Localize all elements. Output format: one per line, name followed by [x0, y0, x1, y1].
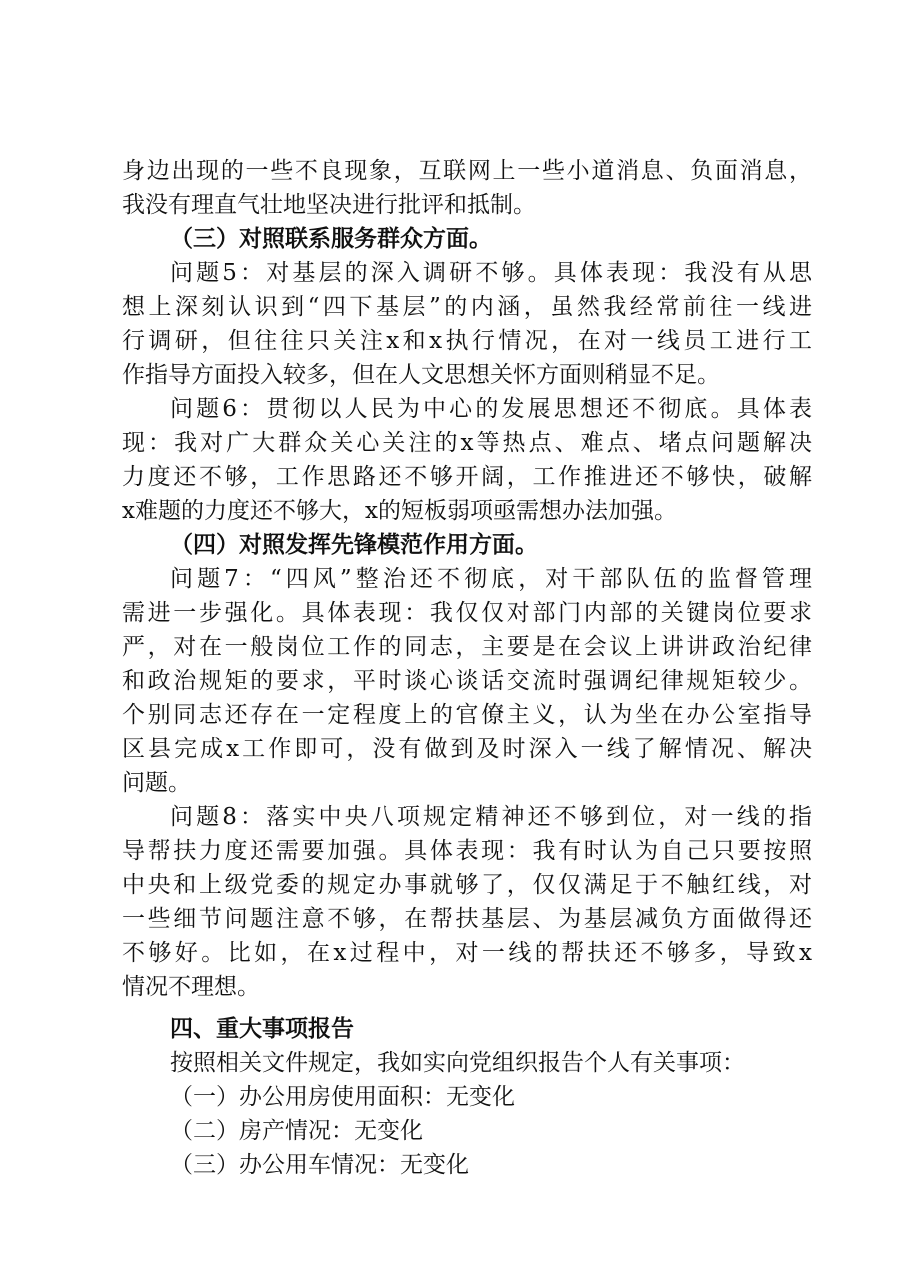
paragraph-line: 想上深刻认识到“四下基层”的内涵，虽然我经常前往一线进 — [122, 294, 812, 320]
paragraph-line: 按照相关文件规定，我如实向党组织报告个人有关事项： — [170, 1050, 745, 1076]
paragraph-line: 问题7：“四风”整治还不彻底，对干部队伍的监督管理 — [170, 566, 812, 592]
section-subheading: （四）对照发挥先锋模范作用方面。 — [170, 531, 538, 558]
paragraph-line: 力度还不够，工作思路还不够开阔，工作推进还不够快，破解 — [122, 464, 812, 490]
paragraph-line: 个别同志还存在一定程度上的官僚主义，认为坐在办公室指导 — [122, 702, 812, 728]
paragraph-line: 问题8：落实中央八项规定精神还不够到位，对一线的指 — [170, 804, 812, 830]
paragraph-line: 和政治规矩的要求，平时谈心谈话交流时强调纪律规矩较少。 — [122, 668, 812, 694]
paragraph-line: 我没有理直气壮地坚决进行批评和抵制。 — [122, 192, 536, 218]
list-item: （三）办公用车情况：无变化 — [170, 1152, 469, 1178]
paragraph-line: 身边出现的一些不良现象，互联网上一些小道消息、负面消息， — [122, 158, 812, 184]
paragraph-line: 问题6：贯彻以人民为中心的发展思想还不彻底。具体表 — [170, 396, 812, 422]
paragraph-line: 现：我对广大群众关心关注的x等热点、难点、堵点问题解决 — [122, 430, 812, 456]
list-item: （二）房产情况：无变化 — [170, 1118, 423, 1144]
section-subheading: （三）对照联系服务群众方面。 — [170, 225, 492, 252]
paragraph-line: 需进一步强化。具体表现：我仅仅对部门内部的关键岗位要求 — [122, 600, 812, 626]
paragraph-line: 不够好。比如，在x过程中，对一线的帮扶还不够多，导致x — [122, 940, 812, 966]
paragraph-line: 情况不理想。 — [122, 974, 260, 1000]
paragraph-line: 中央和上级党委的规定办事就够了，仅仅满足于不触红线，对 — [122, 872, 812, 898]
list-item: （一）办公用房使用面积：无变化 — [170, 1084, 515, 1110]
paragraph-line: 一些细节问题注意不够，在帮扶基层、为基层减负方面做得还 — [122, 906, 812, 932]
paragraph-line: x难题的力度还不够大，x的短板弱项亟需想办法加强。 — [122, 498, 677, 524]
section-heading: 四、重大事项报告 — [170, 1016, 354, 1042]
paragraph-line: 严，对在一般岗位工作的同志，主要是在会议上讲讲政治纪律 — [122, 634, 812, 660]
paragraph-line: 导帮扶力度还需要加强。具体表现：我有时认为自己只要按照 — [122, 838, 812, 864]
paragraph-line: 问题5：对基层的深入调研不够。具体表现：我没有从思 — [170, 260, 812, 286]
paragraph-line: 区县完成x工作即可，没有做到及时深入一线了解情况、解决 — [122, 736, 812, 762]
paragraph-line: 作指导方面投入较多，但在人文思想关怀方面则稍显不足。 — [122, 362, 720, 388]
paragraph-line: 问题。 — [122, 770, 191, 796]
paragraph-line: 行调研，但往往只关注x和x执行情况，在对一线员工进行工 — [122, 328, 812, 354]
